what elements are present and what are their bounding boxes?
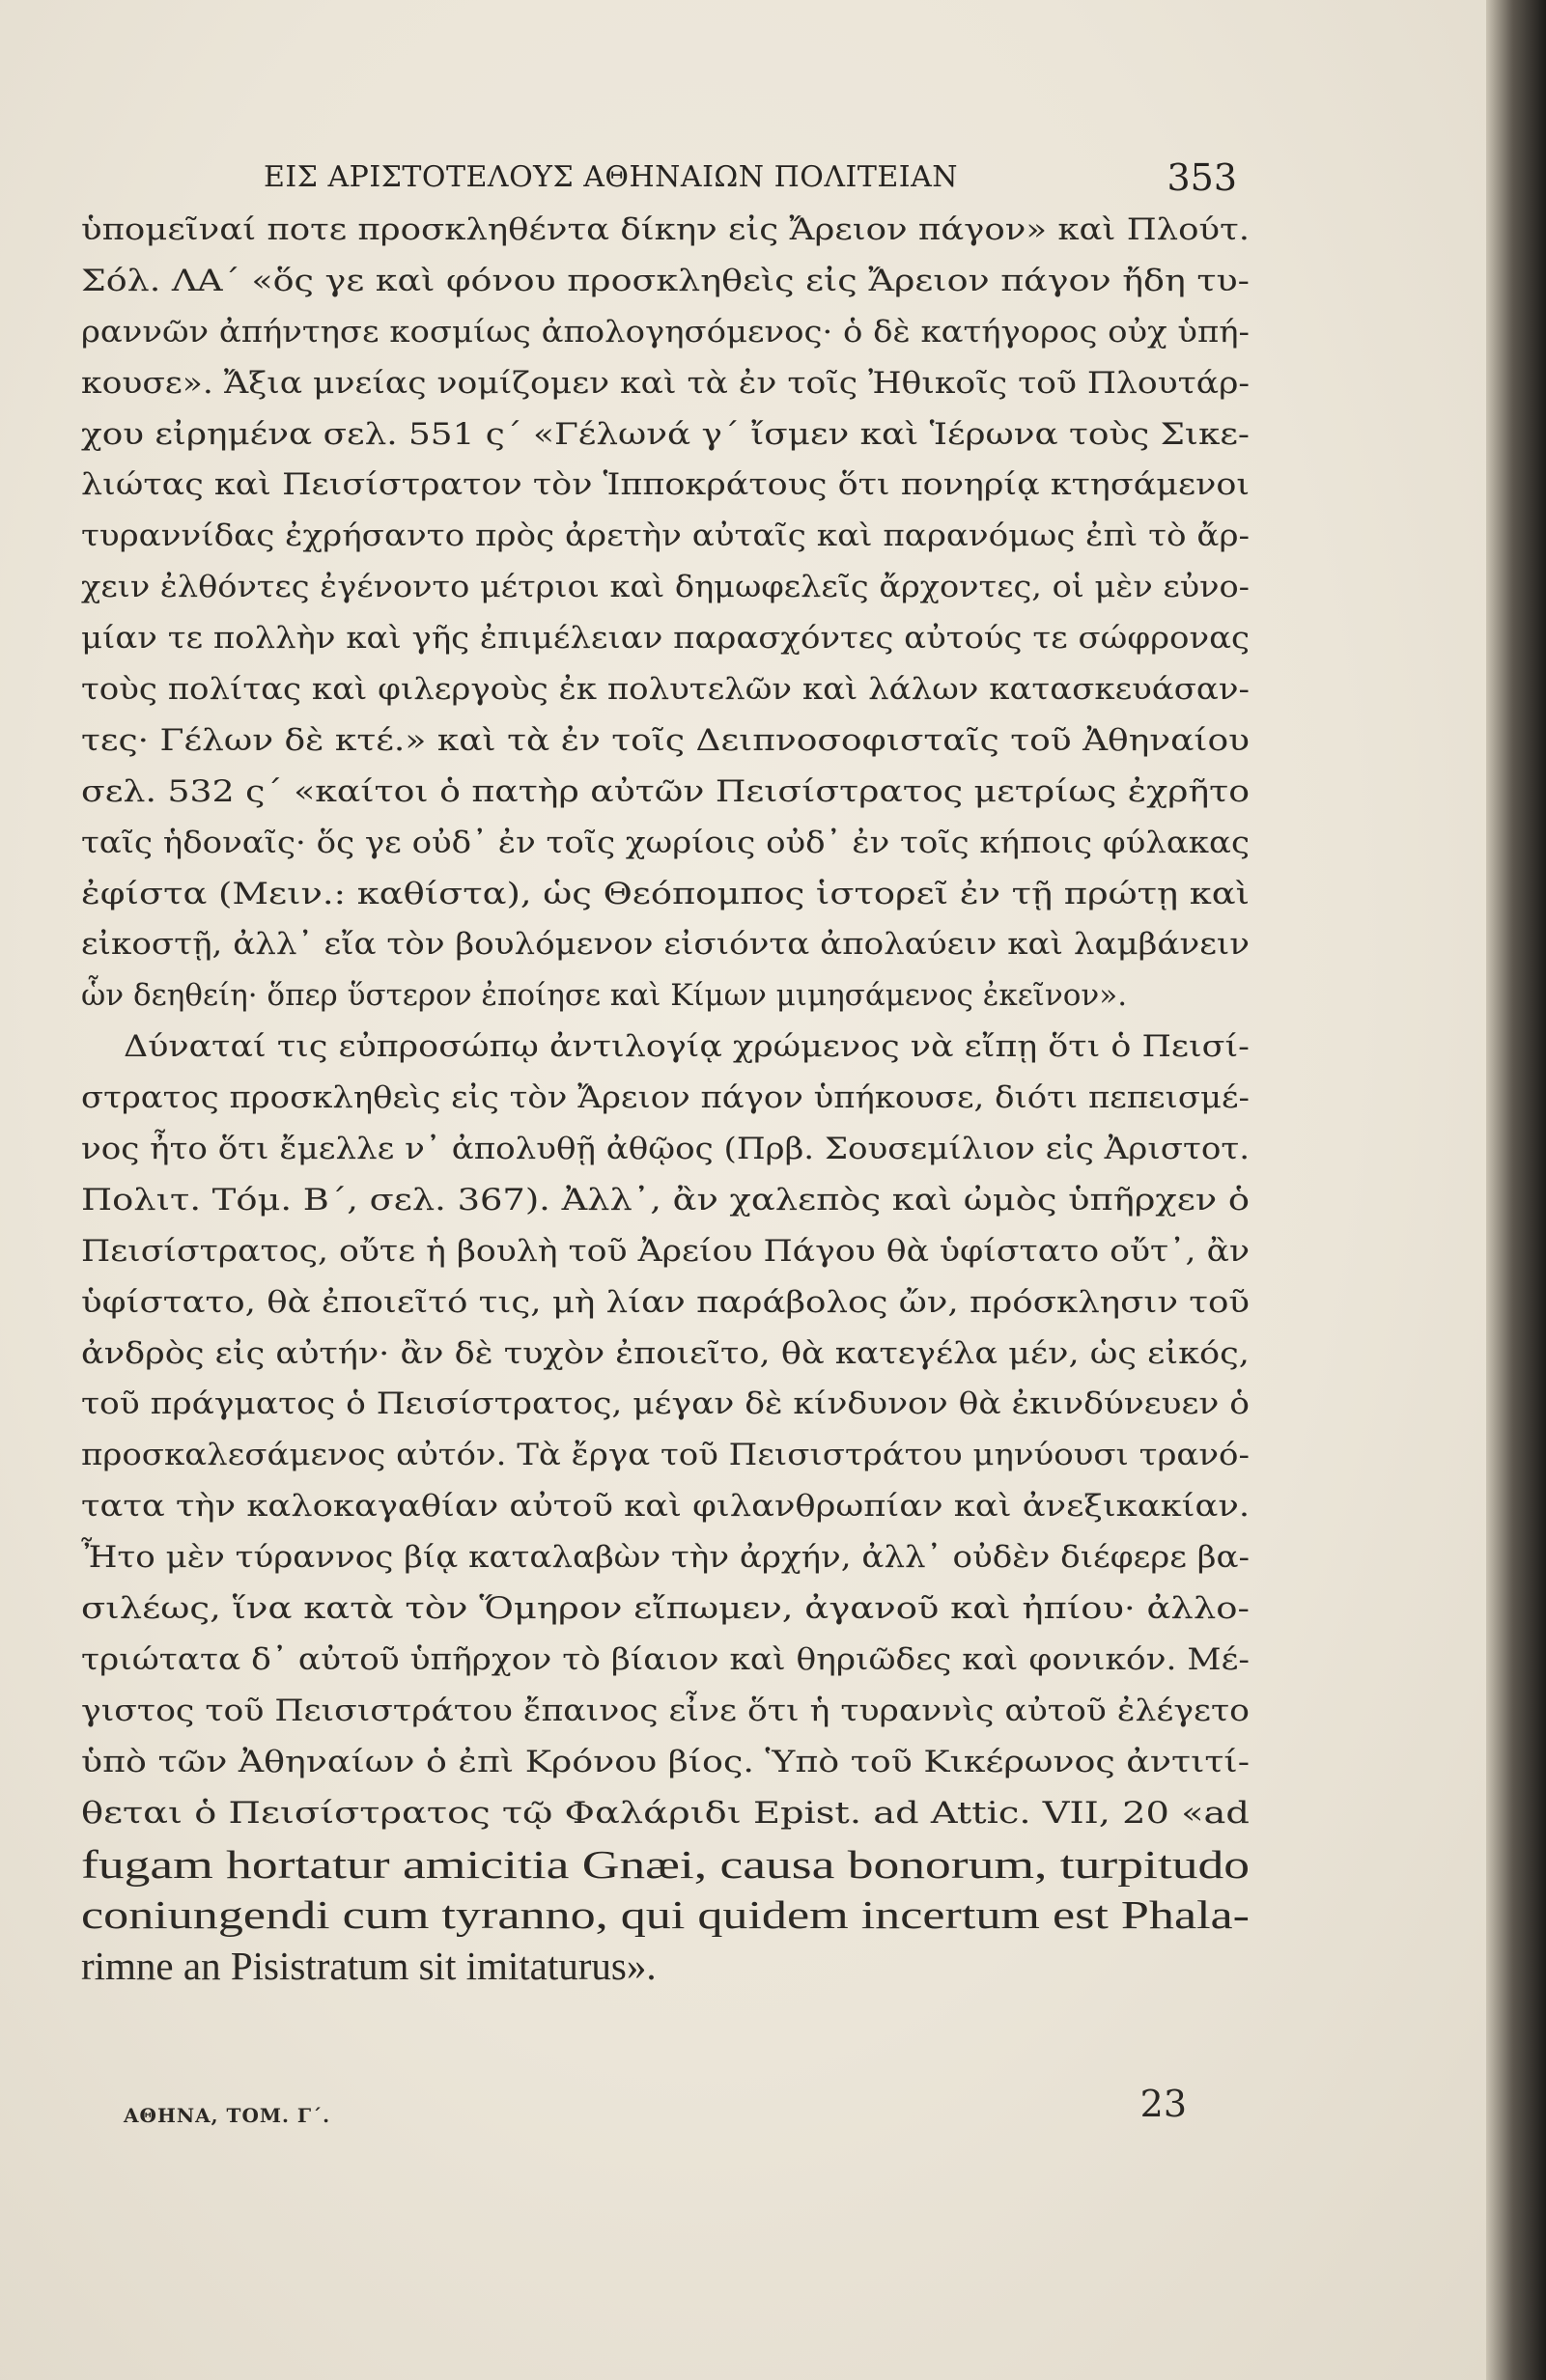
text-line: τες· Γέλων δὲ κτέ.» καὶ τὰ ἐν τοῖς Δειπνοσοφισταῖς τοῦ Ἀθηναίου bbox=[81, 722, 1251, 758]
text-line: σιλέως, ἵνα κατὰ τὸν Ὅμηρον εἴπωμεν, ἀγανοῦ καὶ ἠπίου· ἀλλο- bbox=[81, 1591, 1250, 1627]
text-line: ἀνδρὸς εἰς αὐτήν· ἂν δὲ τυχὸν ἐποιεῖτο, θὰ κατεγέλα μέν, ὡς εἰκός, bbox=[81, 1335, 1250, 1371]
text-line: λιώτας καὶ Πεισίστρατον τὸν Ἱπποκράτους ὅτι πονηρίᾳ κτησάμενοι bbox=[81, 467, 1251, 503]
text-line: τριώτατα δ᾽ αὐτοῦ ὑπῆρχον τὸ βίαιον καὶ θηριῶδες καὶ φονικόν. Μέ- bbox=[81, 1641, 1251, 1677]
text-line: ὧν δεηθείη· ὅπερ ὕστερον ἐποίησε καὶ Κίμων μιμησάμενος ἐκεῖνον». bbox=[81, 978, 1128, 1014]
text-line: Σόλ. ΛΑ΄ «ὅς γε καὶ φόνου προσκληθεὶς εἰς Ἄρειον πάγον ἤδη τυ- bbox=[81, 263, 1250, 298]
text-line: προσκαλεσάμενος αὐτόν. Τὰ ἔργα τοῦ Πεισιστράτου μηνύουσι τρανό- bbox=[81, 1438, 1250, 1473]
page-number: 353 bbox=[1167, 156, 1237, 199]
text-line: τατα τὴν καλοκαγαθίαν αὐτοῦ καὶ φιλανθρωπίαν καὶ ἀνεξικακίαν. bbox=[81, 1489, 1251, 1525]
text-line: Πεισίστρατος, οὔτε ἡ βουλὴ τοῦ Ἀρείου Πάγου θὰ ὑφίστατο οὔτ᾽, ἂν bbox=[81, 1233, 1251, 1269]
text-line: εἰκοστῇ, ἀλλ᾽ εἴα τὸν βουλόμενον εἰσιόντα ἀπολαύειν καὶ λαμβάνειν bbox=[81, 927, 1251, 963]
text-line: χειν ἐλθόντες ἐγένοντο μέτριοι καὶ δημωφελεῖς ἄρχοντες, οἱ μὲν εὐνο- bbox=[81, 570, 1251, 605]
text-line: Ἦτο μὲν τύραννος βίᾳ καταλαβὼν τὴν ἀρχήν, ἀλλ᾽ οὐδὲν διέφερε βα- bbox=[81, 1540, 1251, 1576]
text-line: τοὺς πολίτας καὶ φιλεργοὺς ἐκ πολυτελῶν καὶ λάλων κατασκευάσαν- bbox=[81, 672, 1251, 708]
text-line: ὑφίστατο, θὰ ἐποιεῖτό τις, μὴ λίαν παράβολος ὤν, πρόσκλησιν τοῦ bbox=[81, 1284, 1251, 1320]
text-line: θεται ὁ Πεισίστρατος τῷ Φαλάριδι Epist. ad Attic. VII, 20 «ad bbox=[81, 1795, 1250, 1831]
text-line: Πολιτ. Τόμ. Β΄, σελ. 367). Ἀλλ᾽, ἂν χαλεπὸς καὶ ὠμὸς ὑπῆρχεν ὁ bbox=[81, 1182, 1251, 1218]
latin-quote-line: rimne an Pisistratum sit imitaturus». bbox=[81, 1944, 657, 1989]
printer-signature: ΑΘΗΝΑ, ΤΟΜ. Γ΄. bbox=[124, 2104, 331, 2127]
text-line: ραννῶν ἀπήντησε κοσμίως ἀπολογησόμενος· ὁ δὲ κατήγορος οὐχ ὑπή- bbox=[81, 314, 1251, 350]
text-line: ταῖς ἡδοναῖς· ὅς γε οὐδ᾽ ἐν τοῖς χωρίοις οὐδ᾽ ἐν τοῖς κήποις φύλακας bbox=[81, 825, 1250, 860]
running-title: ΕΙΣ ΑΡΙΣΤΟΤΕΛΟΥΣ ΑΘΗΝΑΙΩΝ ΠΟΛΙΤΕΙΑΝ bbox=[264, 160, 959, 194]
text-line: γιστος τοῦ Πεισιστράτου ἔπαινος εἶνε ὅτι ἡ τυραννὶς αὐτοῦ ἐλέγετο bbox=[81, 1693, 1250, 1728]
text-line: νος ἦτο ὅτι ἔμελλε ν᾽ ἀπολυθῇ ἀθῷος (Πρβ. Σουσεμίλιον εἰς Ἀριστοτ. bbox=[81, 1132, 1251, 1167]
text-line: ὑπὸ τῶν Ἀθηναίων ὁ ἐπὶ Κρόνου βίος. Ὑπὸ τοῦ Κικέρωνος ἀντιτί- bbox=[81, 1744, 1250, 1779]
body-text bbox=[81, 205, 1250, 1992]
text-line: κουσε». Ἄξια μνείας νομίζομεν καὶ τὰ ἐν τοῖς Ἠθικοῖς τοῦ Πλουτάρ- bbox=[81, 365, 1251, 401]
text-line: τυραννίδας ἐχρήσαντο πρὸς ἀρετὴν αὐταῖς καὶ παρανόμως ἐπὶ τὸ ἄρ- bbox=[81, 518, 1251, 554]
text-line: χου εἰρημένα σελ. 551 ς΄ «Γέλωνά γ΄ ἴσμεν καὶ Ἱέρωνα τοὺς Σικε- bbox=[81, 416, 1250, 452]
text-line: ἐφίστα (Μειν.: καθίστα), ὡς Θεόπομπος ἱστορεῖ ἐν τῇ πρώτῃ καὶ bbox=[81, 876, 1251, 911]
binding-shadow bbox=[1486, 0, 1546, 2380]
text-line: τοῦ πράγματος ὁ Πεισίστρατος, μέγαν δὲ κίνδυνον θὰ ἐκινδύνευεν ὁ bbox=[81, 1386, 1250, 1422]
latin-quote-line: coniungendi cum tyranno, qui quidem incertum est Phala- bbox=[81, 1892, 1251, 1938]
latin-quote-line: fugam hortatur amicitia Gnæi, causa bonorum, turpitudo bbox=[81, 1841, 1251, 1887]
text-line: στρατος προσκληθεὶς εἰς τὸν Ἄρειον πάγον ὑπήκουσε, διότι πεπεισμέ- bbox=[81, 1080, 1250, 1116]
page-footer bbox=[81, 2083, 1250, 2137]
paragraph-first-line: Δύναταί τις εὐπροσώπῳ ἀντιλογίᾳ χρώμενος νὰ εἴπῃ ὅτι ὁ Πεισί- bbox=[124, 1029, 1250, 1065]
page-header bbox=[264, 156, 1237, 199]
text-line: ὑπομεῖναί ποτε προσκληθέντα δίκην εἰς Ἄρειον πάγον» καὶ Πλούτ. bbox=[81, 212, 1251, 247]
text-line: μίαν τε πολλὴν καὶ γῆς ἐπιμέλειαν παρασχόντες αὐτούς τε σώφρονας bbox=[81, 621, 1251, 657]
text-line: σελ. 532 ς΄ «καίτοι ὁ πατὴρ αὐτῶν Πεισίστρατος μετρίως ἐχρῆτο bbox=[81, 773, 1251, 809]
sheet-number: 23 bbox=[1139, 2083, 1187, 2125]
